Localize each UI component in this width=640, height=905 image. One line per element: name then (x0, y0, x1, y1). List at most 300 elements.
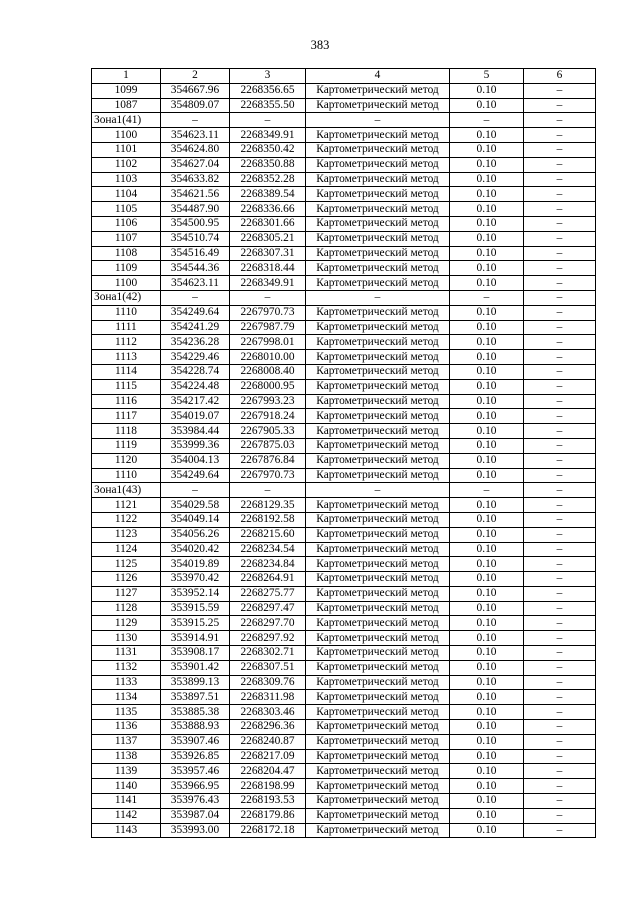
point-number-cell: 1109 (92, 261, 161, 276)
table-row (92, 335, 596, 350)
y-coordinate-cell: 2268297.70 (230, 616, 306, 631)
method-cell: Картометрический метод (306, 202, 450, 217)
table-row (92, 808, 596, 823)
method-cell: Картометрический метод (306, 142, 450, 157)
table-row (92, 690, 596, 705)
header-cell: 4 (306, 69, 450, 84)
point-number-cell: 1143 (92, 823, 161, 838)
note-cell: – (524, 586, 596, 601)
x-coordinate-cell: – (161, 113, 230, 128)
method-cell: Картометрический метод (306, 646, 450, 661)
note-cell: – (524, 157, 596, 172)
table-row (92, 453, 596, 468)
point-number-cell: 1107 (92, 231, 161, 246)
table-row (92, 794, 596, 809)
point-number-cell: 1130 (92, 631, 161, 646)
table-row (92, 675, 596, 690)
point-number-cell: 1112 (92, 335, 161, 350)
y-coordinate-cell: 2267875.03 (230, 438, 306, 453)
note-cell: – (524, 557, 596, 572)
note-cell: – (524, 335, 596, 350)
y-coordinate-cell: 2268234.54 (230, 542, 306, 557)
accuracy-cell: 0.10 (450, 572, 524, 587)
y-coordinate-cell: 2268010.00 (230, 350, 306, 365)
table-row (92, 468, 596, 483)
table-row (92, 720, 596, 735)
method-cell: – (306, 113, 450, 128)
point-number-cell: 1116 (92, 394, 161, 409)
note-cell: – (524, 290, 596, 305)
point-number-cell: 1128 (92, 601, 161, 616)
method-cell: Картометрический метод (306, 823, 450, 838)
method-cell: Картометрический метод (306, 601, 450, 616)
y-coordinate-cell: 2268355.50 (230, 98, 306, 113)
method-cell: Картометрический метод (306, 779, 450, 794)
method-cell: Картометрический метод (306, 542, 450, 557)
y-coordinate-cell: 2268129.35 (230, 498, 306, 513)
note-cell: – (524, 734, 596, 749)
accuracy-cell: 0.10 (450, 690, 524, 705)
x-coordinate-cell: 353966.95 (161, 779, 230, 794)
method-cell: Картометрический метод (306, 379, 450, 394)
y-coordinate-cell: 2268389.54 (230, 187, 306, 202)
note-cell: – (524, 394, 596, 409)
point-number-cell: 1133 (92, 675, 161, 690)
x-coordinate-cell: 354228.74 (161, 364, 230, 379)
accuracy-cell: 0.10 (450, 498, 524, 513)
point-number-cell: 1136 (92, 720, 161, 735)
note-cell: – (524, 350, 596, 365)
method-cell: Картометрический метод (306, 364, 450, 379)
method-cell: – (306, 483, 450, 498)
table-row (92, 231, 596, 246)
x-coordinate-cell: 353999.36 (161, 438, 230, 453)
x-coordinate-cell: 353897.51 (161, 690, 230, 705)
y-coordinate-cell: 2267970.73 (230, 305, 306, 320)
table-row (92, 764, 596, 779)
table-row (92, 83, 596, 98)
zone-label-cell: Зона1(41) (92, 113, 161, 128)
y-coordinate-cell: 2268264.91 (230, 572, 306, 587)
table-row (92, 246, 596, 261)
method-cell: Картометрический метод (306, 586, 450, 601)
x-coordinate-cell: 354516.49 (161, 246, 230, 261)
table-row (92, 438, 596, 453)
point-number-cell: 1131 (92, 646, 161, 661)
accuracy-cell: – (450, 483, 524, 498)
accuracy-cell: 0.10 (450, 601, 524, 616)
accuracy-cell: 0.10 (450, 675, 524, 690)
method-cell: Картометрический метод (306, 261, 450, 276)
accuracy-cell: 0.10 (450, 512, 524, 527)
y-coordinate-cell: 2268172.18 (230, 823, 306, 838)
table-row (92, 572, 596, 587)
point-number-cell: 1135 (92, 705, 161, 720)
point-number-cell: 1129 (92, 616, 161, 631)
x-coordinate-cell: 354241.29 (161, 320, 230, 335)
y-coordinate-cell: 2268302.71 (230, 646, 306, 661)
accuracy-cell: 0.10 (450, 216, 524, 231)
x-coordinate-cell: 354621.56 (161, 187, 230, 202)
accuracy-cell: 0.10 (450, 557, 524, 572)
method-cell: Картометрический метод (306, 424, 450, 439)
note-cell: – (524, 424, 596, 439)
y-coordinate-cell: 2268215.60 (230, 527, 306, 542)
accuracy-cell: 0.10 (450, 616, 524, 631)
y-coordinate-cell: 2268234.84 (230, 557, 306, 572)
zone-label-cell: Зона1(42) (92, 290, 161, 305)
table-row (92, 631, 596, 646)
x-coordinate-cell: 354020.42 (161, 542, 230, 557)
x-coordinate-cell: 353952.14 (161, 586, 230, 601)
point-number-cell: 1108 (92, 246, 161, 261)
accuracy-cell: 0.10 (450, 261, 524, 276)
y-coordinate-cell: 2268240.87 (230, 734, 306, 749)
x-coordinate-cell: 353957.46 (161, 764, 230, 779)
accuracy-cell: 0.10 (450, 646, 524, 661)
note-cell: – (524, 364, 596, 379)
table-row (92, 350, 596, 365)
zone-row (92, 113, 596, 128)
x-coordinate-cell: 354623.11 (161, 128, 230, 143)
accuracy-cell: 0.10 (450, 527, 524, 542)
x-coordinate-cell: 353926.85 (161, 749, 230, 764)
accuracy-cell: 0.10 (450, 202, 524, 217)
x-coordinate-cell: 354249.64 (161, 468, 230, 483)
point-number-cell: 1134 (92, 690, 161, 705)
point-number-cell: 1138 (92, 749, 161, 764)
method-cell: Картометрический метод (306, 749, 450, 764)
point-number-cell: 1105 (92, 202, 161, 217)
point-number-cell: 1115 (92, 379, 161, 394)
note-cell: – (524, 83, 596, 98)
note-cell: – (524, 675, 596, 690)
accuracy-cell: 0.10 (450, 246, 524, 261)
y-coordinate-cell: 2268352.28 (230, 172, 306, 187)
point-number-cell: 1123 (92, 527, 161, 542)
accuracy-cell: 0.10 (450, 720, 524, 735)
header-cell: 1 (92, 69, 161, 84)
note-cell: – (524, 660, 596, 675)
x-coordinate-cell: 354624.80 (161, 142, 230, 157)
y-coordinate-cell: 2267918.24 (230, 409, 306, 424)
y-coordinate-cell: 2267998.01 (230, 335, 306, 350)
y-coordinate-cell: 2267993.23 (230, 394, 306, 409)
table-row (92, 305, 596, 320)
note-cell: – (524, 187, 596, 202)
note-cell: – (524, 438, 596, 453)
y-coordinate-cell: 2268000.95 (230, 379, 306, 394)
y-coordinate-cell: 2268349.91 (230, 276, 306, 291)
table-row (92, 364, 596, 379)
table-row (92, 734, 596, 749)
note-cell: – (524, 794, 596, 809)
method-cell: Картометрический метод (306, 690, 450, 705)
method-cell: Картометрический метод (306, 794, 450, 809)
header-cell: 5 (450, 69, 524, 84)
x-coordinate-cell: – (161, 483, 230, 498)
table-row (92, 394, 596, 409)
point-number-cell: 1126 (92, 572, 161, 587)
header-cell: 3 (230, 69, 306, 84)
note-cell: – (524, 231, 596, 246)
x-coordinate-cell: 353984.44 (161, 424, 230, 439)
point-number-cell: 1111 (92, 320, 161, 335)
note-cell: – (524, 379, 596, 394)
table-row (92, 498, 596, 513)
point-number-cell: 1141 (92, 794, 161, 809)
accuracy-cell: 0.10 (450, 320, 524, 335)
x-coordinate-cell: 354019.89 (161, 557, 230, 572)
note-cell: – (524, 409, 596, 424)
y-coordinate-cell: 2268350.88 (230, 157, 306, 172)
note-cell: – (524, 128, 596, 143)
y-coordinate-cell: – (230, 290, 306, 305)
x-coordinate-cell: 354049.14 (161, 512, 230, 527)
y-coordinate-cell: 2268303.46 (230, 705, 306, 720)
method-cell: Картометрический метод (306, 98, 450, 113)
y-coordinate-cell: 2268301.66 (230, 216, 306, 231)
note-cell: – (524, 512, 596, 527)
x-coordinate-cell: 353888.93 (161, 720, 230, 735)
method-cell: Картометрический метод (306, 246, 450, 261)
accuracy-cell: 0.10 (450, 660, 524, 675)
note-cell: – (524, 631, 596, 646)
x-coordinate-cell: 354229.46 (161, 350, 230, 365)
y-coordinate-cell: 2268307.51 (230, 660, 306, 675)
method-cell: Картометрический метод (306, 409, 450, 424)
note-cell: – (524, 498, 596, 513)
y-coordinate-cell: 2268192.58 (230, 512, 306, 527)
note-cell: – (524, 142, 596, 157)
y-coordinate-cell: 2268318.44 (230, 261, 306, 276)
point-number-cell: 1120 (92, 453, 161, 468)
page-number: 383 (310, 38, 330, 52)
accuracy-cell: 0.10 (450, 364, 524, 379)
x-coordinate-cell: 353899.13 (161, 675, 230, 690)
note-cell: – (524, 113, 596, 128)
table-row (92, 823, 596, 838)
point-number-cell: 1137 (92, 734, 161, 749)
method-cell: Картометрический метод (306, 616, 450, 631)
table-row (92, 202, 596, 217)
method-cell: Картометрический метод (306, 172, 450, 187)
accuracy-cell: – (450, 290, 524, 305)
x-coordinate-cell: 354809.07 (161, 98, 230, 113)
accuracy-cell: 0.10 (450, 231, 524, 246)
point-number-cell: 1110 (92, 468, 161, 483)
method-cell: Картометрический метод (306, 216, 450, 231)
note-cell: – (524, 202, 596, 217)
x-coordinate-cell: 354249.64 (161, 305, 230, 320)
accuracy-cell: 0.10 (450, 142, 524, 157)
method-cell: Картометрический метод (306, 468, 450, 483)
x-coordinate-cell: 354056.26 (161, 527, 230, 542)
point-number-cell: 1100 (92, 128, 161, 143)
x-coordinate-cell: 354627.04 (161, 157, 230, 172)
header-cell: 2 (161, 69, 230, 84)
point-number-cell: 1102 (92, 157, 161, 172)
table-row (92, 557, 596, 572)
point-number-cell: 1087 (92, 98, 161, 113)
accuracy-cell: 0.10 (450, 305, 524, 320)
y-coordinate-cell: 2268309.76 (230, 675, 306, 690)
accuracy-cell: 0.10 (450, 749, 524, 764)
method-cell: Картометрический метод (306, 438, 450, 453)
x-coordinate-cell: 354487.90 (161, 202, 230, 217)
method-cell: Картометрический метод (306, 498, 450, 513)
accuracy-cell: 0.10 (450, 468, 524, 483)
method-cell: Картометрический метод (306, 675, 450, 690)
accuracy-cell: 0.10 (450, 335, 524, 350)
accuracy-cell: 0.10 (450, 808, 524, 823)
y-coordinate-cell: 2268296.36 (230, 720, 306, 735)
note-cell: – (524, 216, 596, 231)
point-number-cell: 1100 (92, 276, 161, 291)
table-row (92, 527, 596, 542)
y-coordinate-cell: 2268307.31 (230, 246, 306, 261)
y-coordinate-cell: 2267987.79 (230, 320, 306, 335)
x-coordinate-cell: 353915.25 (161, 616, 230, 631)
method-cell: Картометрический метод (306, 660, 450, 675)
note-cell: – (524, 646, 596, 661)
y-coordinate-cell: 2268193.53 (230, 794, 306, 809)
method-cell: Картометрический метод (306, 720, 450, 735)
note-cell: – (524, 527, 596, 542)
accuracy-cell: – (450, 113, 524, 128)
note-cell: – (524, 261, 596, 276)
accuracy-cell: 0.10 (450, 779, 524, 794)
y-coordinate-cell: 2268217.09 (230, 749, 306, 764)
method-cell: Картометрический метод (306, 734, 450, 749)
x-coordinate-cell: 354029.58 (161, 498, 230, 513)
note-cell: – (524, 690, 596, 705)
method-cell: Картометрический метод (306, 705, 450, 720)
note-cell: – (524, 749, 596, 764)
method-cell: Картометрический метод (306, 83, 450, 98)
x-coordinate-cell: 354544.36 (161, 261, 230, 276)
table-row (92, 749, 596, 764)
note-cell: – (524, 764, 596, 779)
note-cell: – (524, 705, 596, 720)
accuracy-cell: 0.10 (450, 276, 524, 291)
method-cell: Картометрический метод (306, 527, 450, 542)
table-row (92, 379, 596, 394)
table-row (92, 646, 596, 661)
y-coordinate-cell: 2268349.91 (230, 128, 306, 143)
method-cell: Картометрический метод (306, 231, 450, 246)
table-row (92, 320, 596, 335)
x-coordinate-cell: 354623.11 (161, 276, 230, 291)
x-coordinate-cell: 353901.42 (161, 660, 230, 675)
x-coordinate-cell: 354633.82 (161, 172, 230, 187)
table-row (92, 542, 596, 557)
point-number-cell: 1122 (92, 512, 161, 527)
table-row (92, 261, 596, 276)
method-cell: Картометрический метод (306, 350, 450, 365)
header-cell: 6 (524, 69, 596, 84)
method-cell: Картометрический метод (306, 128, 450, 143)
y-coordinate-cell: 2267970.73 (230, 468, 306, 483)
accuracy-cell: 0.10 (450, 424, 524, 439)
x-coordinate-cell: 354004.13 (161, 453, 230, 468)
point-number-cell: 1121 (92, 498, 161, 513)
note-cell: – (524, 483, 596, 498)
note-cell: – (524, 468, 596, 483)
y-coordinate-cell: 2268336.66 (230, 202, 306, 217)
point-number-cell: 1113 (92, 350, 161, 365)
accuracy-cell: 0.10 (450, 794, 524, 809)
table-row (92, 512, 596, 527)
note-cell: – (524, 453, 596, 468)
table-row (92, 424, 596, 439)
x-coordinate-cell: 354236.28 (161, 335, 230, 350)
note-cell: – (524, 320, 596, 335)
note-cell: – (524, 305, 596, 320)
method-cell: Картометрический метод (306, 572, 450, 587)
table-body (92, 69, 596, 838)
note-cell: – (524, 616, 596, 631)
zone-row (92, 483, 596, 498)
method-cell: Картометрический метод (306, 335, 450, 350)
method-cell: Картометрический метод (306, 187, 450, 202)
x-coordinate-cell: 354510.74 (161, 231, 230, 246)
note-cell: – (524, 98, 596, 113)
method-cell: Картометрический метод (306, 764, 450, 779)
note-cell: – (524, 572, 596, 587)
point-number-cell: 1117 (92, 409, 161, 424)
point-number-cell: 1103 (92, 172, 161, 187)
table-row (92, 128, 596, 143)
y-coordinate-cell: 2268305.21 (230, 231, 306, 246)
point-number-cell: 1142 (92, 808, 161, 823)
y-coordinate-cell: 2268356.65 (230, 83, 306, 98)
accuracy-cell: 0.10 (450, 187, 524, 202)
note-cell: – (524, 246, 596, 261)
y-coordinate-cell: 2268297.47 (230, 601, 306, 616)
table-header-row (92, 69, 596, 84)
table-row (92, 601, 596, 616)
table-row (92, 172, 596, 187)
accuracy-cell: 0.10 (450, 157, 524, 172)
x-coordinate-cell: 354500.95 (161, 216, 230, 231)
method-cell: Картометрический метод (306, 276, 450, 291)
point-number-cell: 1124 (92, 542, 161, 557)
table-row (92, 779, 596, 794)
point-number-cell: 1114 (92, 364, 161, 379)
method-cell: Картометрический метод (306, 305, 450, 320)
point-number-cell: 1125 (92, 557, 161, 572)
accuracy-cell: 0.10 (450, 98, 524, 113)
x-coordinate-cell: 353970.42 (161, 572, 230, 587)
x-coordinate-cell: 354667.96 (161, 83, 230, 98)
zone-row (92, 290, 596, 305)
x-coordinate-cell: 353885.38 (161, 705, 230, 720)
note-cell: – (524, 808, 596, 823)
x-coordinate-cell: 353908.17 (161, 646, 230, 661)
accuracy-cell: 0.10 (450, 705, 524, 720)
table-row (92, 705, 596, 720)
accuracy-cell: 0.10 (450, 823, 524, 838)
x-coordinate-cell: 353914.91 (161, 631, 230, 646)
accuracy-cell: 0.10 (450, 734, 524, 749)
method-cell: Картометрический метод (306, 631, 450, 646)
point-number-cell: 1132 (92, 660, 161, 675)
point-number-cell: 1140 (92, 779, 161, 794)
accuracy-cell: 0.10 (450, 453, 524, 468)
point-number-cell: 1127 (92, 586, 161, 601)
table-row (92, 142, 596, 157)
